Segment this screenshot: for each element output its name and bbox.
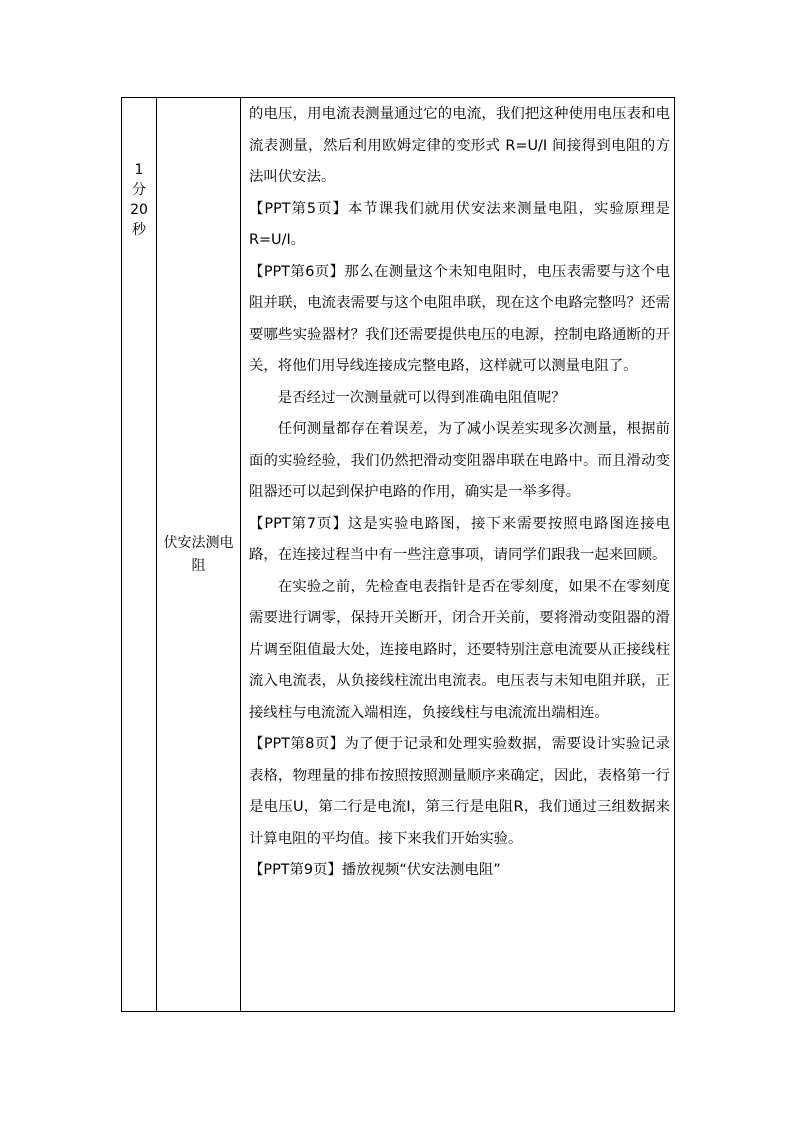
- time-label: [122, 98, 156, 240]
- paragraph: 【PPT第7页】这是实验电路图，接下来需要按照电路图连接电路，在连接过程当中有一些注意事项，请同学们跟我一起来回顾。: [249, 515, 670, 563]
- paragraph: 【PPT第6页】那么在测量这个未知电阻时，电压表需要与这个电阻并联，电流表需要与这个电阻串联，现在这个电路完整吗？还需要哪些实验器材？我们还需要提供电压的电源，控制电路通断的开关，将他们用导线连接成完整电路，这样就可以测量电阻了。: [249, 263, 670, 374]
- time-part: 1: [134, 162, 144, 178]
- paragraph: 在实验之前，先检查电表指针是否在零刻度，如果不在零刻度需要进行调零，保持开关断开，闭合开关前，要将滑动变阻器的滑片调至阻值最大处，连接电路时，还要特别注意电流要从正接线柱流入电流表，从负接线柱流出电流表。电压表与未知电阻并联，正接线柱与电流流入端相连，负接线柱与电流流出端相连。: [249, 578, 670, 721]
- content-cell: [241, 98, 675, 1012]
- time-cell: [122, 98, 157, 1012]
- paragraph: 是否经过一次测量就可以得到准确电阻值呢？: [277, 389, 566, 406]
- lesson-plan-table: [121, 97, 675, 1012]
- paragraph: 【PPT第9页】播放视频“伏安法测电阻”: [249, 862, 501, 878]
- phase-title: 伏安法测电阻: [163, 534, 234, 574]
- time-part: 秒: [132, 222, 146, 238]
- paragraph: 【PPT第8页】为了便于记录和处理实验数据，需要设计实验记录表格，物理量的排布按照按照测量顺序来确定，因此，表格第一行是电压U，第二行是电流I，第三行是电阻R，我们通过三组数据来计算电阻的平均值。接下来我们开始实验。: [249, 736, 670, 847]
- table-row: [122, 98, 675, 1012]
- time-part: 分: [132, 182, 146, 198]
- time-part: 20: [130, 202, 148, 218]
- paragraph: 任何测量都存在着误差，为了减小误差实现多次测量，根据前面的实验经验，我们仍然把滑动变阻器串联在电路中。而且滑动变阻器还可以起到保护电路的作用，确实是一举多得。: [249, 421, 670, 500]
- content-body: [241, 98, 674, 887]
- paragraph: 【PPT第5页】本节课我们就用伏安法来测量电阻，实验原理是 R=U/I。: [249, 200, 670, 248]
- paragraph: 的电压，用电流表测量通过它的电流，我们把这种使用电压表和电流表测量，然后利用欧姆定律的变形式 R=U/I 间接得到电阻的方法叫伏安法。: [249, 106, 670, 185]
- phase-cell: [157, 98, 241, 1012]
